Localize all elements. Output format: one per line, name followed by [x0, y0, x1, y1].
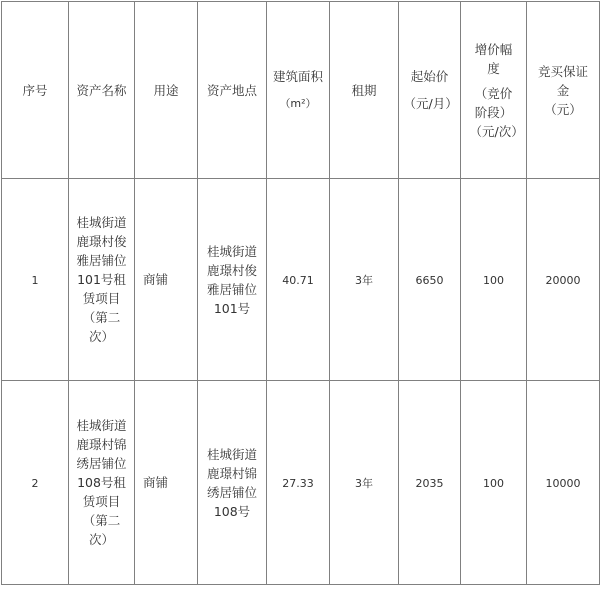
row-term: 3年 — [355, 273, 373, 287]
row-asset-name: 桂城街道鹿璟村锦绣居铺位108号租赁项目（第二次） — [76, 418, 127, 547]
header-area — [267, 2, 330, 179]
row-use: 商铺 — [143, 475, 169, 490]
cell-area — [267, 179, 330, 381]
header-increment — [461, 2, 527, 179]
asset-rental-table — [1, 1, 600, 585]
cell-use — [135, 179, 198, 381]
header-location — [198, 2, 267, 179]
header-deposit-unit: （元） — [544, 101, 582, 117]
row-increment: 100 — [483, 476, 504, 490]
header-deposit-text: 竞买保证金 — [537, 63, 588, 98]
row-start-price: 2035 — [415, 476, 444, 490]
cell-area — [267, 381, 330, 585]
cell-location — [198, 381, 267, 585]
header-asset-name — [69, 2, 135, 179]
row-use: 商铺 — [143, 272, 169, 287]
header-increment-unit: （竞价阶段）（元/次） — [469, 85, 524, 139]
cell-no — [2, 381, 69, 585]
row-area: 27.33 — [282, 476, 314, 490]
row-start-price: 6650 — [415, 273, 444, 287]
header-no-text: 序号 — [22, 82, 48, 98]
header-increment-text: 增价幅度 — [474, 41, 513, 76]
header-area-text: 建筑面积 — [272, 69, 323, 84]
cell-deposit — [527, 381, 600, 585]
cell-asset-name — [69, 381, 135, 585]
cell-use — [135, 381, 198, 585]
row-term: 3年 — [355, 476, 373, 490]
header-use — [135, 2, 198, 179]
cell-term — [330, 381, 399, 585]
header-row — [2, 2, 600, 179]
row-location: 桂城街道鹿璟村锦绣居铺位108号 — [206, 446, 257, 519]
header-area-unit: （m²） — [279, 97, 317, 110]
header-deposit — [527, 2, 600, 179]
header-asset-name-text: 资产名称 — [76, 82, 127, 98]
header-start-price — [399, 2, 461, 179]
table-row — [2, 179, 600, 381]
cell-start-price — [399, 381, 461, 585]
cell-no — [2, 179, 69, 381]
row-no: 2 — [31, 476, 39, 490]
row-no: 1 — [31, 273, 39, 287]
header-term-text: 租期 — [351, 82, 377, 98]
cell-increment — [461, 179, 527, 381]
cell-location — [198, 179, 267, 381]
cell-deposit — [527, 179, 600, 381]
cell-asset-name — [69, 179, 135, 381]
row-increment: 100 — [483, 273, 504, 287]
header-term — [330, 2, 399, 179]
cell-term — [330, 179, 399, 381]
row-deposit: 10000 — [545, 476, 581, 490]
cell-start-price — [399, 179, 461, 381]
header-use-text: 用途 — [153, 82, 179, 98]
cell-increment — [461, 381, 527, 585]
row-area: 40.71 — [282, 273, 314, 287]
row-asset-name: 桂城街道鹿璟村俊雅居铺位101号租赁项目（第二次） — [76, 215, 127, 344]
header-no — [2, 2, 69, 179]
row-deposit: 20000 — [545, 273, 581, 287]
header-location-text: 资产地点 — [206, 82, 257, 98]
header-start-price-unit: （元/月） — [403, 96, 458, 111]
header-start-price-text: 起始价 — [410, 69, 449, 84]
table-row — [2, 381, 600, 585]
row-location: 桂城街道鹿璟村俊雅居铺位101号 — [206, 243, 257, 316]
